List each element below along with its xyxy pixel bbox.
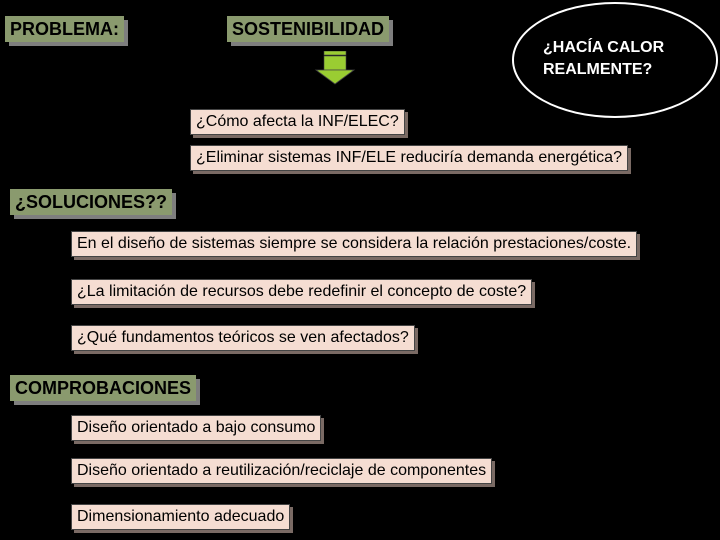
topic-label: SOSTENIBILIDAD xyxy=(227,16,389,42)
check-item-2: Diseño orientado a reutilización/reciclaje de componentes xyxy=(71,458,492,484)
question-oval-text: ¿HACÍA CALOR REALMENTE? xyxy=(543,39,665,78)
question-demand: ¿Eliminar sistemas INF/ELE reduciría demanda energética? xyxy=(190,145,628,171)
checks-heading: COMPROBACIONES xyxy=(10,375,196,401)
problem-label: PROBLEMA: xyxy=(5,16,124,42)
solutions-heading: ¿SOLUCIONES?? xyxy=(10,189,172,215)
solution-item-2: ¿La limitación de recursos debe redefinir el concepto de coste? xyxy=(71,279,532,305)
down-arrow-icon xyxy=(313,51,357,85)
question-inf-elec: ¿Cómo afecta la INF/ELEC? xyxy=(190,109,405,135)
solution-item-1: En el diseño de sistemas siempre se considera la relación prestaciones/coste. xyxy=(71,231,637,257)
solution-item-3: ¿Qué fundamentos teóricos se ven afectados? xyxy=(71,325,415,351)
check-item-3: Dimensionamiento adecuado xyxy=(71,504,290,530)
check-item-1: Diseño orientado a bajo consumo xyxy=(71,415,321,441)
